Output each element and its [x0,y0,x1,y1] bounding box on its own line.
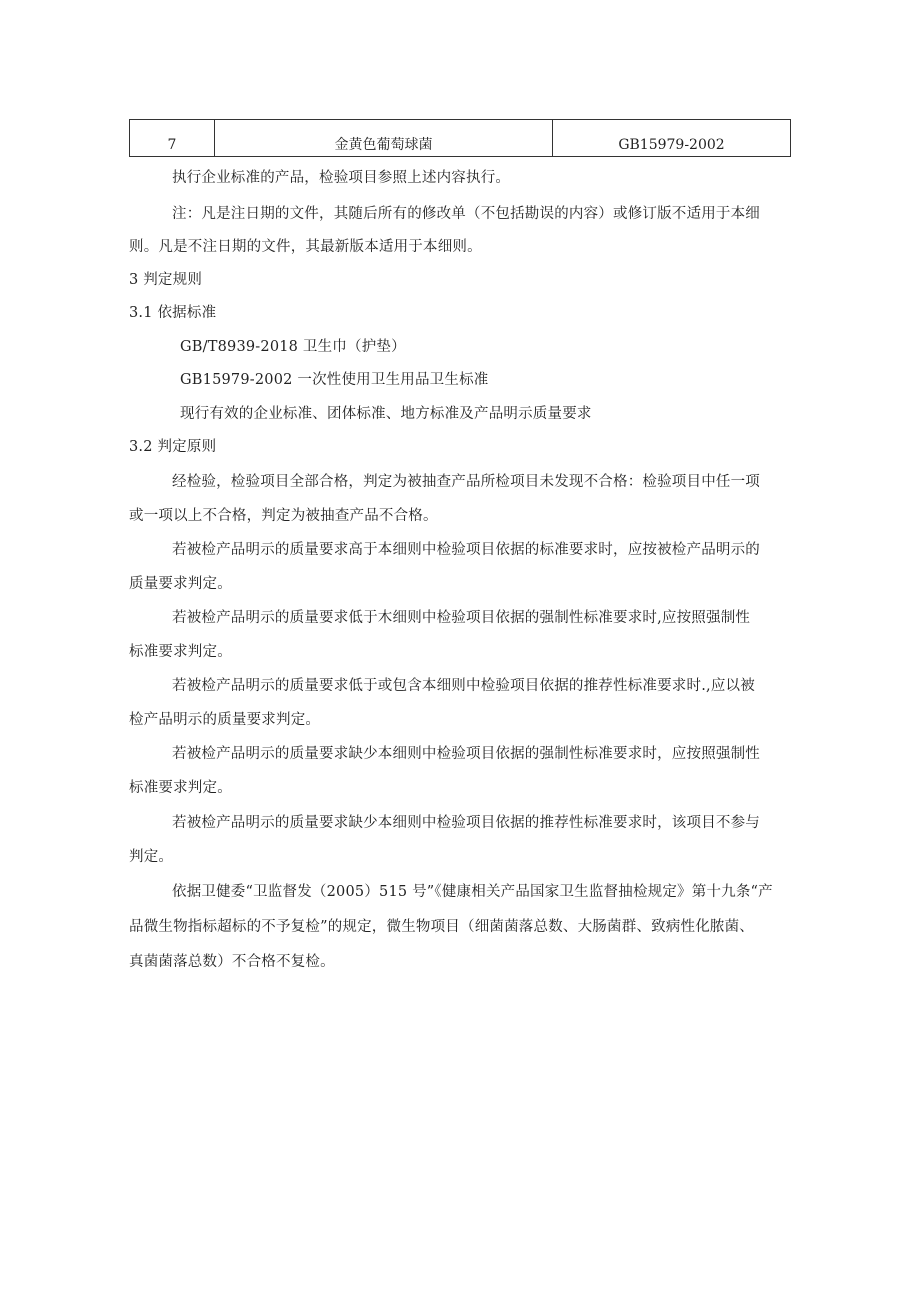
section-heading-3: 3 判定规则 [129,272,203,288]
item-number-cell: 7 [130,120,215,157]
rule-7-line-1: 依据卫健委“卫监督发（2005）515 号”《健康相关产品国家卫生监督抽检规定》第十九条“产 [172,884,773,900]
rule-1-line-2: 或一项以上不合格，判定为被抽查产品不合格。 [129,508,438,524]
rule-6-line-2: 判定。 [129,849,174,865]
rule-7-line-3: 真菌菌落总数）不合格不复检。 [129,954,335,970]
rule-4-line-1: 若被检产品明示的质量要求低于或包含本细则中检验项目依据的推荐性标准要求时.,应以被 [172,678,755,694]
rule-3-line-2: 标准要求判定。 [129,644,232,660]
standard-item-3: 现行有效的企业标准、团体标准、地方标准及产品明示质量要求 [180,406,592,422]
rule-5-line-2: 标准要求判定。 [129,780,232,796]
section-heading-3-1: 3.1 依据标准 [129,305,217,321]
inspection-items-table [129,119,791,157]
item-standard-cell: GB15979-2002 [553,120,791,157]
rule-7-line-2: 品微生物指标超标的不予复检”的规定，微生物项目（细菌菌落总数、大肠菌群、致病性化脓菌、 [129,919,755,935]
item-name-cell: 金黄色葡萄球菌 [215,120,553,157]
standard-item-1: GB/T8939-2018 卫生巾（护垫） [180,339,406,355]
rule-3-line-1: 若被检产品明示的质量要求低于木细则中检验项目依据的强制性标准要求时,应按照强制性 [172,610,751,626]
rule-6-line-1: 若被检产品明示的质量要求缺少本细则中检验项目依据的推荐性标准要求时，该项目不参与 [172,815,760,831]
paragraph-enterprise-standard: 执行企业标准的产品，检验项目参照上述内容执行。 [172,170,511,186]
note-line-1: 注：凡是注日期的文件，其随后所有的修改单（不包括勘误的内容）或修订版不适用于本细 [172,206,760,222]
standard-item-2: GB15979-2002 一次性使用卫生用品卫生标准 [180,372,489,388]
rule-2-line-2: 质量要求判定。 [129,576,232,592]
rule-1-line-1: 经检验，检验项目全部合格，判定为被抽查产品所检项目未发现不合格：检验项目中任一项 [172,474,760,490]
table-row [130,120,791,157]
rule-5-line-1: 若被检产品明示的质量要求缺少本细则中检验项目依据的强制性标准要求时，应按照强制性 [172,746,760,762]
note-line-2: 则。凡是不注日期的文件，其最新版本适用于本细则。 [129,239,482,255]
section-heading-3-2: 3.2 判定原则 [129,439,217,455]
rule-2-line-1: 若被检产品明示的质量要求高于本细则中检验项目依据的标准要求时，应按被检产品明示的 [172,542,760,558]
rule-4-line-2: 检产品明示的质量要求判定。 [129,712,321,728]
